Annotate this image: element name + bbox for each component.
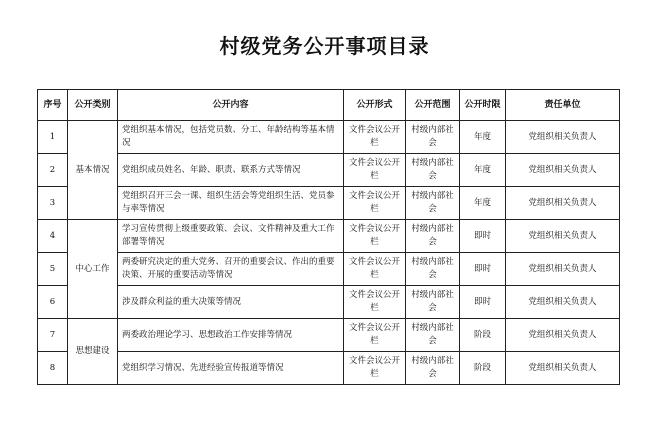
cell-scope: 村级内部社会 — [406, 154, 460, 187]
cell-unit: 党组织相关负责人 — [506, 253, 620, 286]
table-row — [38, 121, 620, 154]
table-row — [38, 154, 620, 187]
header-time: 公开时限 — [460, 90, 506, 121]
cell-content: 两委政治理论学习、思想政治工作安排等情况 — [118, 319, 344, 352]
cell-unit: 党组织相关负责人 — [506, 187, 620, 220]
cell-unit: 党组织相关负责人 — [506, 352, 620, 385]
table-row — [38, 286, 620, 319]
cell-no: 2 — [38, 154, 68, 187]
cell-form: 文件会议公开栏 — [344, 154, 406, 187]
cell-unit: 党组织相关负责人 — [506, 319, 620, 352]
cell-time: 年度 — [460, 121, 506, 154]
cell-unit: 党组织相关负责人 — [506, 154, 620, 187]
cell-no: 8 — [38, 352, 68, 385]
cell-content: 涉及群众利益的重大决策等情况 — [118, 286, 344, 319]
cell-form: 文件会议公开栏 — [344, 121, 406, 154]
header-content: 公开内容 — [118, 90, 344, 121]
cell-category: 中心工作 — [68, 220, 118, 319]
cell-content: 党组织基本情况，包括党员数、分工、年龄结构等基本情况 — [118, 121, 344, 154]
table-row — [38, 352, 620, 385]
cell-form: 文件会议公开栏 — [344, 286, 406, 319]
table-row — [38, 220, 620, 253]
cell-unit: 党组织相关负责人 — [506, 286, 620, 319]
cell-content: 两委研究决定的重大党务、召开的重要会议、作出的重要决策、开展的重要活动等情况 — [118, 253, 344, 286]
header-category: 公开类别 — [68, 90, 118, 121]
page-title: 村级党务公开事项目录 — [219, 34, 430, 58]
cell-content: 学习宣传贯彻上级重要政策、会议、文件精神及重大工作部署等情况 — [118, 220, 344, 253]
cell-category: 基本情况 — [68, 121, 118, 220]
cell-time: 年度 — [460, 187, 506, 220]
cell-scope: 村级内部社会 — [406, 220, 460, 253]
header-form: 公开形式 — [344, 90, 406, 121]
cell-time: 即时 — [460, 286, 506, 319]
cell-content: 党组织学习情况、先进经验宣传报道等情况 — [118, 352, 344, 385]
header-scope: 公开范围 — [406, 90, 460, 121]
cell-time: 即时 — [460, 220, 506, 253]
cell-time: 年度 — [460, 154, 506, 187]
cell-scope: 村级内部社会 — [406, 286, 460, 319]
cell-unit: 党组织相关负责人 — [506, 121, 620, 154]
cell-no: 3 — [38, 187, 68, 220]
cell-no: 4 — [38, 220, 68, 253]
table-header-row — [38, 90, 620, 121]
cell-no: 1 — [38, 121, 68, 154]
cell-scope: 村级内部社会 — [406, 121, 460, 154]
cell-time: 即时 — [460, 253, 506, 286]
cell-unit: 党组织相关负责人 — [506, 220, 620, 253]
cell-form: 文件会议公开栏 — [344, 319, 406, 352]
cell-form: 文件会议公开栏 — [344, 187, 406, 220]
table-row — [38, 253, 620, 286]
cell-no: 6 — [38, 286, 68, 319]
cell-form: 文件会议公开栏 — [344, 352, 406, 385]
cell-category: 思想建设 — [68, 319, 118, 385]
cell-scope: 村级内部社会 — [406, 352, 460, 385]
header-unit: 责任单位 — [506, 90, 620, 121]
cell-no: 5 — [38, 253, 68, 286]
header-no: 序号 — [38, 90, 68, 121]
disclosure-table — [37, 89, 620, 385]
cell-scope: 村级内部社会 — [406, 319, 460, 352]
cell-form: 文件会议公开栏 — [344, 253, 406, 286]
cell-time: 阶段 — [460, 352, 506, 385]
table-row — [38, 187, 620, 220]
cell-content: 党组织召开三会一课、组织生活会等党组织生活、党员参与率等情况 — [118, 187, 344, 220]
cell-scope: 村级内部社会 — [406, 253, 460, 286]
cell-form: 文件会议公开栏 — [344, 220, 406, 253]
cell-no: 7 — [38, 319, 68, 352]
table-row — [38, 319, 620, 352]
cell-time: 阶段 — [460, 319, 506, 352]
cell-scope: 村级内部社会 — [406, 187, 460, 220]
cell-content: 党组织成员姓名、年龄、职责、联系方式等情况 — [118, 154, 344, 187]
